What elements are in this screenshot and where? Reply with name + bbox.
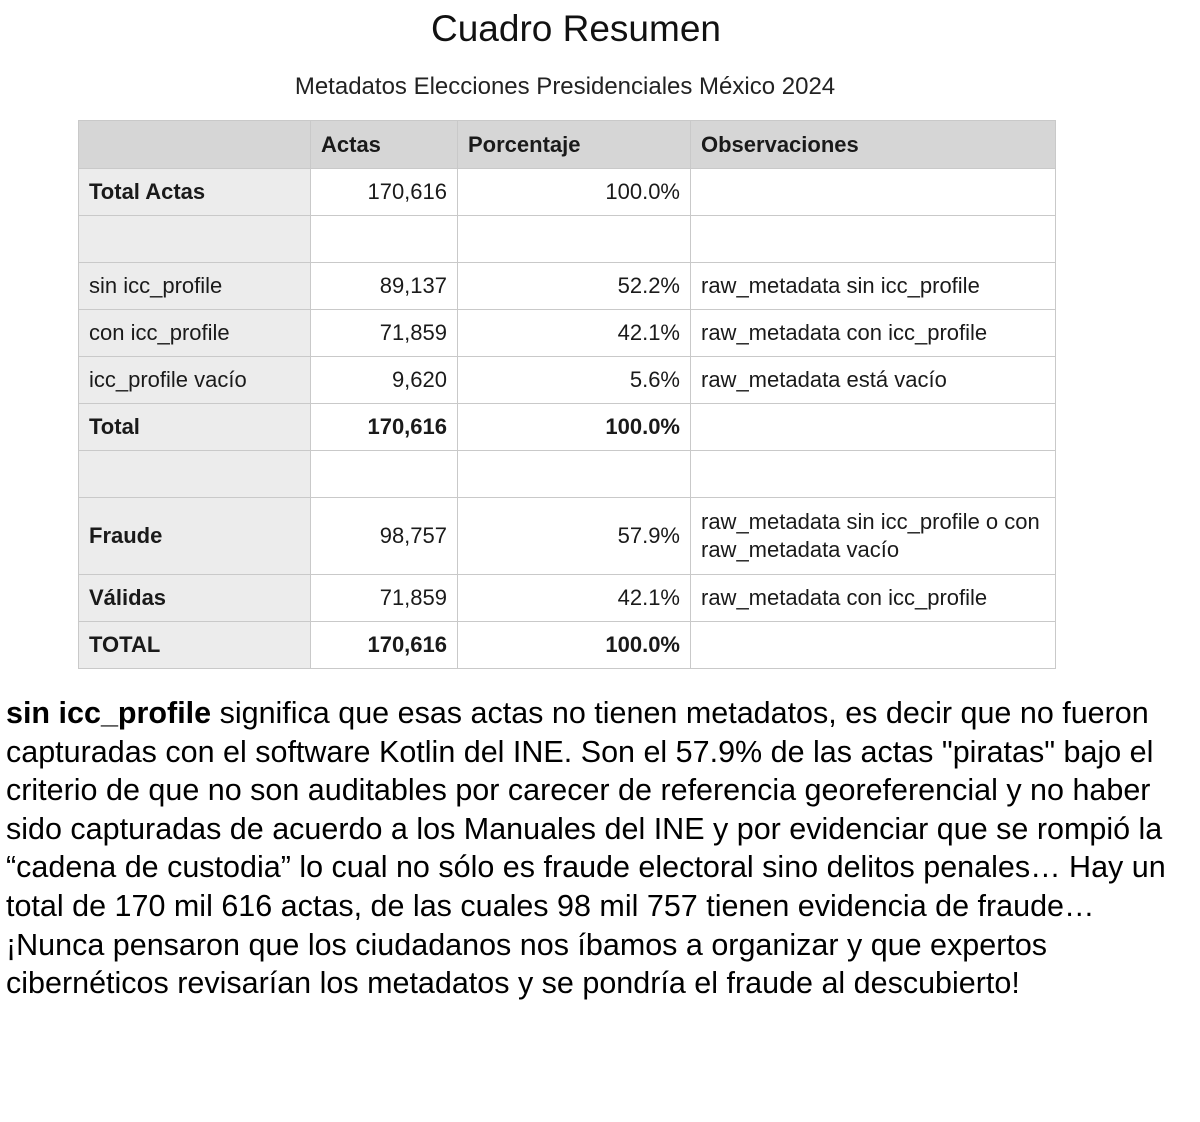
row-observaciones: raw_metadata con icc_profile: [691, 575, 1056, 622]
row-label: [79, 451, 311, 498]
row-porcentaje: 52.2%: [458, 263, 691, 310]
row-label: TOTAL: [79, 622, 311, 669]
row-label: Total Actas: [79, 169, 311, 216]
row-label: con icc_profile: [79, 310, 311, 357]
table-row: [79, 357, 1056, 404]
table-row-spacer: [79, 451, 1056, 498]
table-row-validas: [79, 575, 1056, 622]
row-actas: 89,137: [311, 263, 458, 310]
explanation-paragraph: [6, 694, 1196, 1003]
row-porcentaje: 42.1%: [458, 575, 691, 622]
row-observaciones: [691, 451, 1056, 498]
table-row-total: [79, 404, 1056, 451]
paragraph-bold-lead: sin icc_profile: [6, 696, 212, 730]
table-subtitle: Metadatos Elecciones Presidenciales México 2024: [294, 73, 836, 100]
row-actas: 170,616: [311, 404, 458, 451]
table-row-fraude: [79, 498, 1056, 575]
table-row-grand-total: [79, 622, 1056, 669]
row-porcentaje: 100.0%: [458, 622, 691, 669]
row-observaciones: raw_metadata sin icc_profile: [691, 263, 1056, 310]
row-porcentaje: [458, 451, 691, 498]
row-observaciones: raw_metadata sin icc_profile o con raw_metadata vacío: [691, 498, 1056, 575]
row-porcentaje: 100.0%: [458, 404, 691, 451]
row-label: sin icc_profile: [79, 263, 311, 310]
table-row-spacer: [79, 216, 1056, 263]
header-observaciones: Observaciones: [691, 121, 1056, 169]
row-actas: 71,859: [311, 575, 458, 622]
summary-table: [78, 120, 1056, 669]
row-porcentaje: 100.0%: [458, 169, 691, 216]
row-actas: [311, 451, 458, 498]
row-observaciones: [691, 404, 1056, 451]
row-porcentaje: 42.1%: [458, 310, 691, 357]
row-porcentaje: [458, 216, 691, 263]
header-porcentaje: Porcentaje: [458, 121, 691, 169]
header-empty: [79, 121, 311, 169]
row-observaciones: [691, 622, 1056, 669]
row-observaciones: [691, 169, 1056, 216]
row-porcentaje: 5.6%: [458, 357, 691, 404]
row-label: Fraude: [79, 498, 311, 575]
row-label: Total: [79, 404, 311, 451]
row-actas: 170,616: [311, 622, 458, 669]
row-observaciones: raw_metadata está vacío: [691, 357, 1056, 404]
row-observaciones: [691, 216, 1056, 263]
table-header-row: [79, 121, 1056, 169]
table-row: [79, 263, 1056, 310]
row-observaciones: raw_metadata con icc_profile: [691, 310, 1056, 357]
row-porcentaje: 57.9%: [458, 498, 691, 575]
row-actas: 9,620: [311, 357, 458, 404]
header-actas: Actas: [311, 121, 458, 169]
page-title: Cuadro Resumen: [431, 8, 721, 49]
table-row: [79, 310, 1056, 357]
row-actas: 71,859: [311, 310, 458, 357]
row-actas: [311, 216, 458, 263]
row-label: Válidas: [79, 575, 311, 622]
row-label: icc_profile vacío: [79, 357, 311, 404]
table-row: [79, 169, 1056, 216]
paragraph-body: significa que esas actas no tienen metadatos, es decir que no fueron capturadas con el software Kotlin del INE. Son el 57.9% de las actas "piratas" bajo el criterio de que no son auditables por carecer de referencia georeferencial y no haber sido capturadas de acuerdo a los Manuales del INE y por evidenciar que se rompió la “cadena de custodia” lo cual no sólo es fraude electoral sino delitos penales… Hay un total de 170 mil 616 actas, de las cuales 98 mil 757 tienen evidencia de fraude… ¡Nunca pensaron que los ciudadanos nos íbamos a organizar y que expertos cibernéticos revisarían los metadatos y se pondría el fraude al descubierto!: [6, 696, 1166, 1001]
row-actas: 170,616: [311, 169, 458, 216]
row-actas: 98,757: [311, 498, 458, 575]
row-label: [79, 216, 311, 263]
